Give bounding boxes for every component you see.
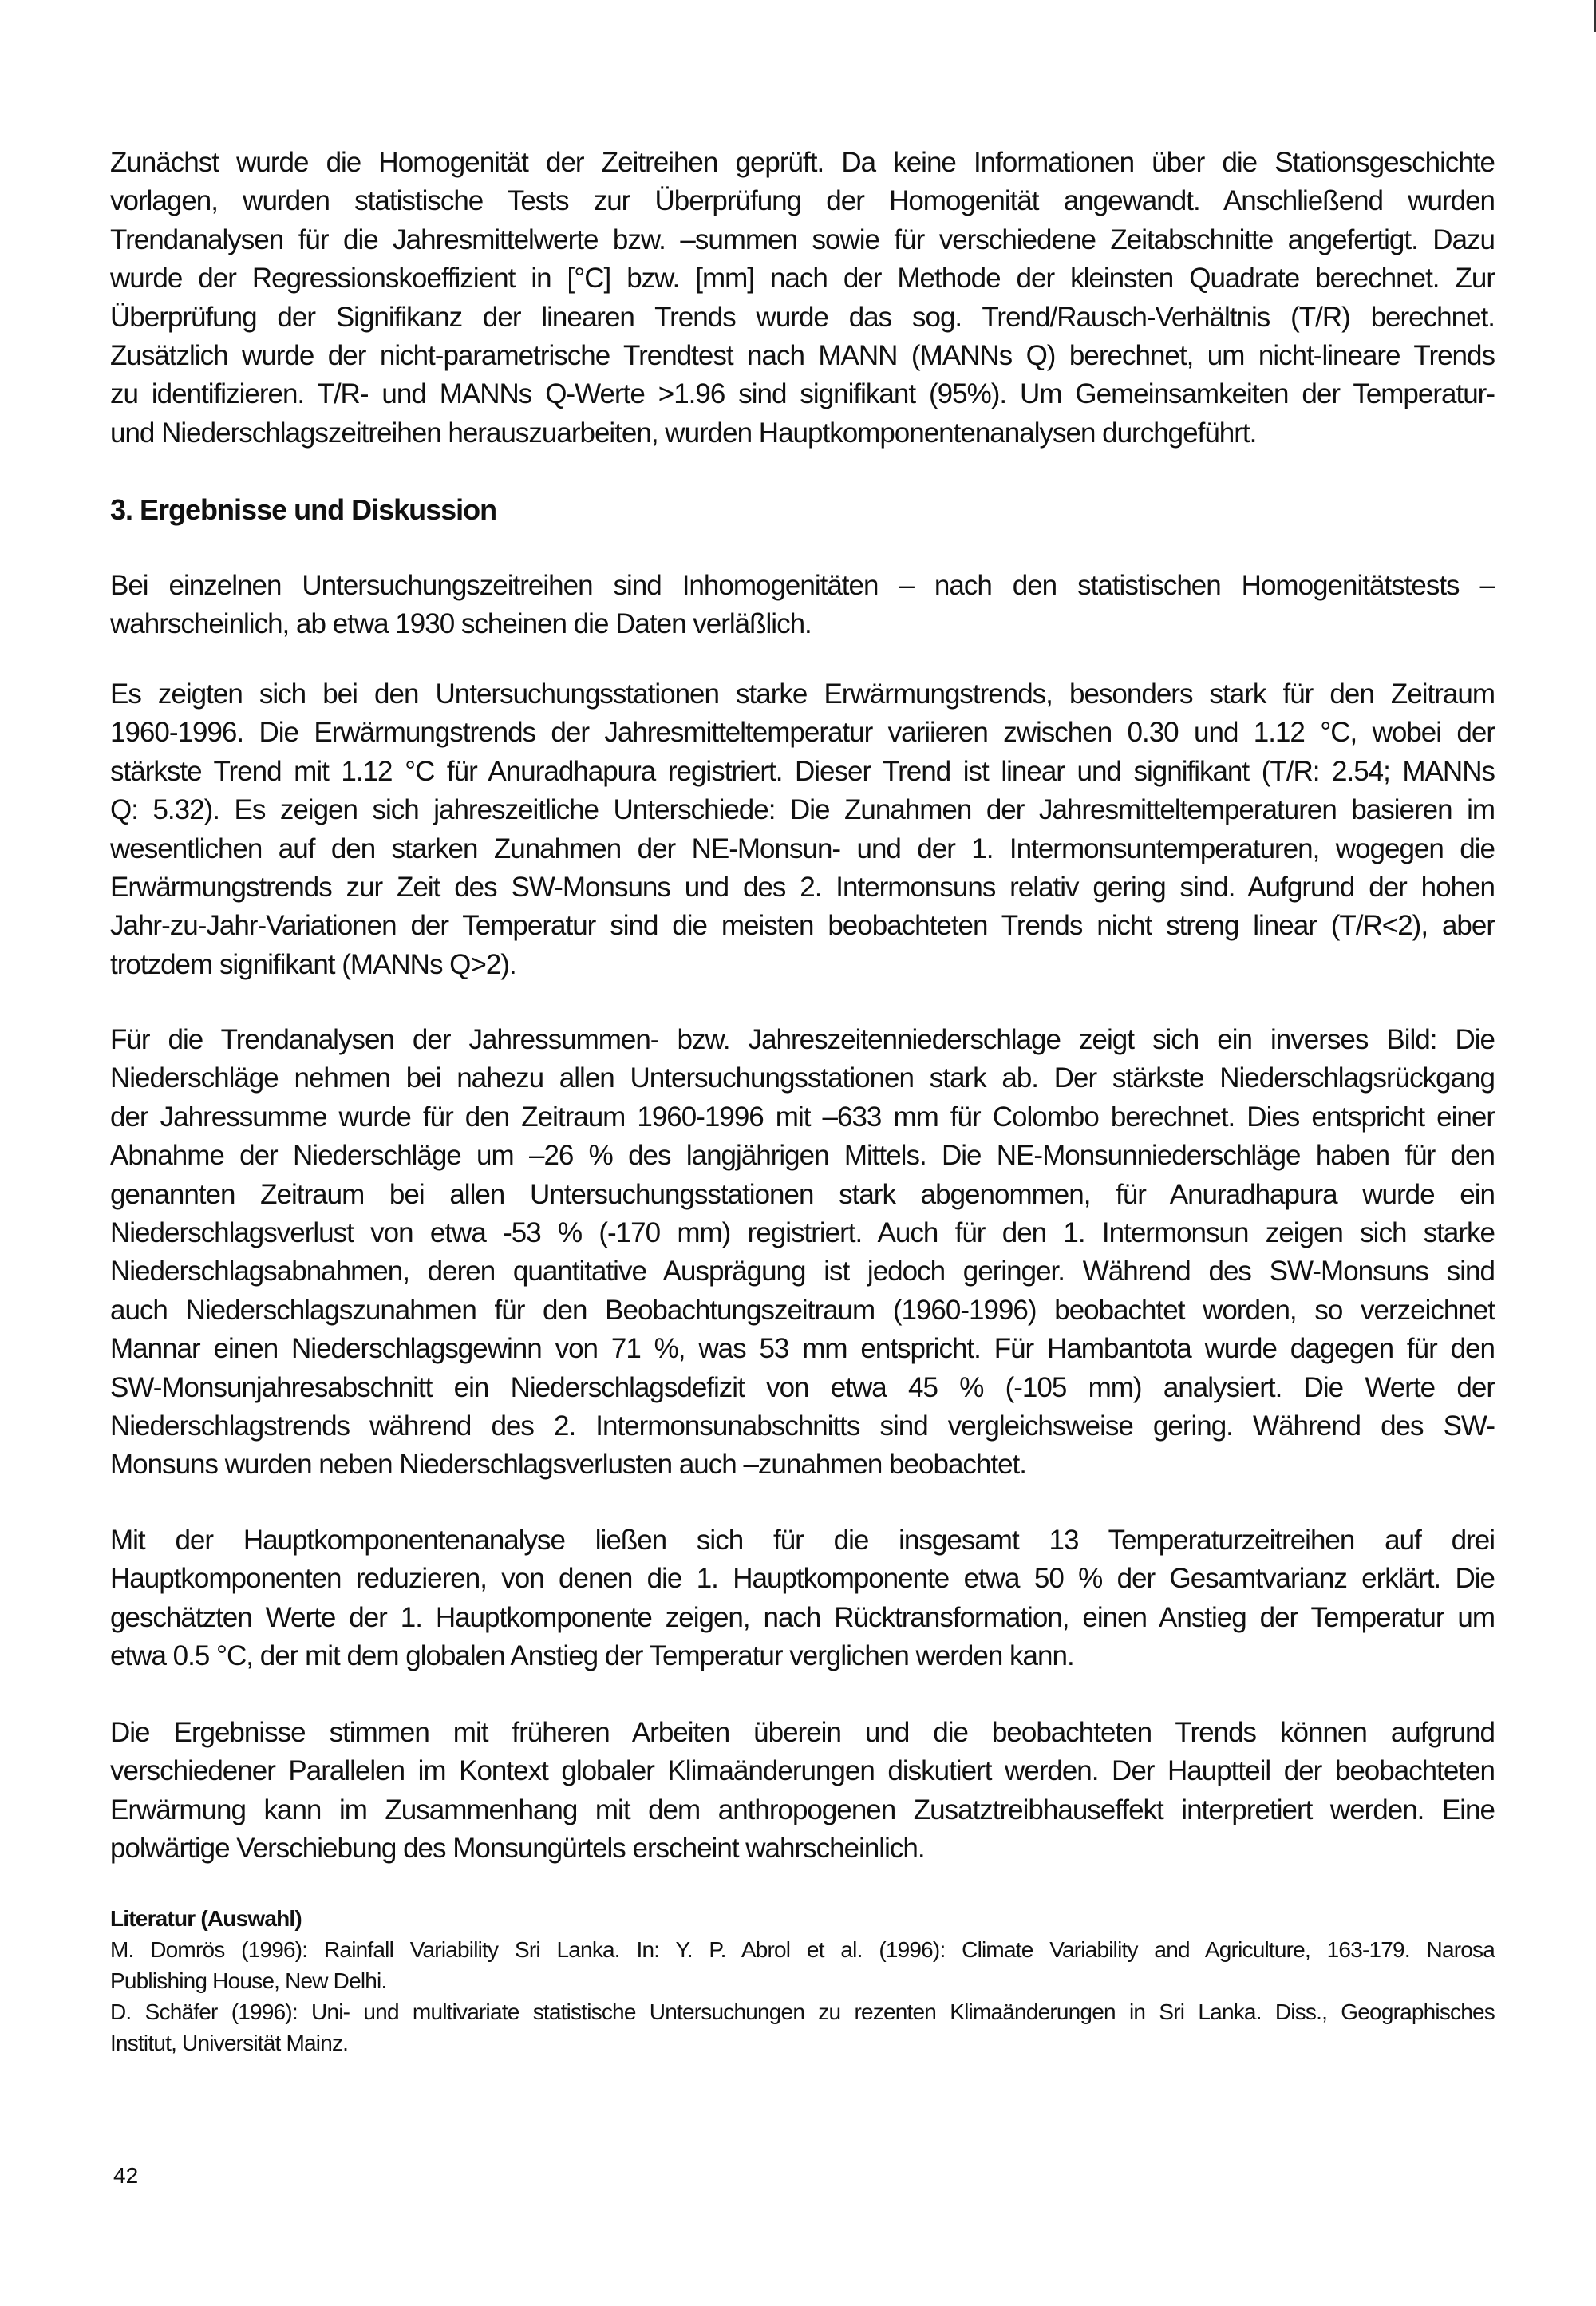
- section-heading: 3. Ergebnisse und Diskussion: [110, 493, 497, 526]
- text-line: Für die Trendanalysen der Jahressummen- bzw. Jahreszeitenniederschlage zeigt sich ein inverses Bild: Die: [110, 1024, 1495, 1055]
- text-line: trotzdem signifikant (MANNs Q>2).: [110, 948, 516, 980]
- text-line: Niederschlagsabnahmen, deren quantitative Ausprägung ist jedoch geringer. Während des SW-Monsuns sind: [110, 1256, 1495, 1287]
- text-line: Die Ergebnisse stimmen mit früheren Arbeiten überein und die beobachteten Trends können aufgrund: [110, 1717, 1495, 1748]
- text-line: Monsuns wurden neben Niederschlagsverlusten auch –zunahmen beobachtet.: [110, 1449, 1027, 1481]
- text-line: vorlagen, wurden statistische Tests zur Überprüfung der Homogenität angewandt. Anschließend wurden: [110, 185, 1495, 217]
- text-line: wesentlichen auf den starken Zunahmen der NE-Monsun- und der 1. Intermonsuntemperaturen, wogegen die: [110, 833, 1495, 864]
- text-line: wahrscheinlich, ab etwa 1930 scheinen die Daten verläßlich.: [110, 608, 812, 640]
- text-line: wurde der Regressionskoeffizient in [°C] bzw. [mm] nach der Methode der kleinsten Quadrate berechnet. Zur: [110, 263, 1495, 295]
- reference-line: M. Domrös (1996): Rainfall Variability Sri Lanka. In: Y. P. Abrol et al. (1996): Climate Variability and Agriculture, 163-179. Narosa: [110, 1937, 1495, 1962]
- text-line: geschätzten Werte der 1. Hauptkomponente zeigen, nach Rücktransformation, einen Anstieg der Temperatur um: [110, 1601, 1495, 1633]
- reference-line: D. Schäfer (1996): Uni- und multivariate statistische Untersuchungen zu rezenten Klimaänderungen in Sri Lanka. Diss., Geographisches: [110, 1999, 1495, 2024]
- paragraph-methods: [110, 144, 1495, 453]
- text-line: Hauptkomponenten reduzieren, von denen die 1. Hauptkomponente etwa 50 % der Gesamtvarianz erklärt. Die: [110, 1563, 1495, 1595]
- text-line: Zusätzlich wurde der nicht-parametrische Trendtest nach MANN (MANNs Q) berechnet, um nicht-lineare Trends: [110, 339, 1495, 371]
- text-line: SW-Monsunjahresabschnitt ein Niederschlagsdefizit von etwa 45 % (-105 mm) analysiert. Die Werte der: [110, 1371, 1495, 1403]
- text-line: Mit der Hauptkomponentenanalyse ließen sich für die insgesamt 13 Temperaturzeitreihen auf drei: [110, 1525, 1495, 1556]
- reference-line: Publishing House, New Delhi.: [110, 1968, 387, 1993]
- paragraph-conclusion: [110, 1714, 1495, 1869]
- text-line: Niederschläge nehmen bei nahezu allen Untersuchungsstationen stark ab. Der stärkste Niederschlagsrückgang: [110, 1062, 1495, 1094]
- paragraph-pca: [110, 1521, 1495, 1676]
- paragraph-precipitation-trends: [110, 1021, 1495, 1485]
- paragraph-homogeneity: [110, 567, 1495, 644]
- text-line: Mannar einen Niederschlagsgewinn von 71 %, was 53 mm entspricht. Für Hambantota wurde dagegen für den: [110, 1333, 1495, 1365]
- text-line: stärkste Trend mit 1.12 °C für Anuradhapura registriert. Dieser Trend ist linear und signifikant (T/R: 2.54; MANNs: [110, 755, 1495, 787]
- text-line: Niederschlagstrends während des 2. Intermonsunabschnitts sind vergleichsweise gering. Während des SW-: [110, 1410, 1495, 1442]
- text-line: zu identifizieren. T/R- und MANNs Q-Werte >1.96 sind signifikant (95%). Um Gemeinsamkeiten der Temperatur-: [110, 378, 1495, 410]
- text-line: der Jahressumme wurde für den Zeitraum 1960-1996 mit –633 mm für Colombo berechnet. Dies entspricht einer: [110, 1101, 1495, 1133]
- text-line: Niederschlagsverlust von etwa -53 % (-170 mm) registriert. Auch für den 1. Intermonsun zeigen sich starke: [110, 1216, 1495, 1248]
- text-line: Abnahme der Niederschläge um –26 % des langjährigen Mittels. Die NE-Monsunniederschläge haben für den: [110, 1140, 1495, 1172]
- text-line: verschiedener Parallelen im Kontext globaler Klimaänderungen diskutiert werden. Der Hauptteil der beobachteten: [110, 1755, 1495, 1787]
- text-line: Jahr-zu-Jahr-Variationen der Temperatur sind die meisten beobachteten Trends nicht streng linear (T/R<2), aber: [110, 910, 1495, 942]
- text-line: Erwärmungstrends zur Zeit des SW-Monsuns und des 2. Intermonsuns relativ gering sind. Aufgrund der hohen: [110, 871, 1495, 903]
- page-number: 42: [113, 2163, 139, 2188]
- text-line: Zunächst wurde die Homogenität der Zeitreihen geprüft. Da keine Informationen über die Stationsgeschichte: [110, 147, 1495, 178]
- text-line: genannten Zeitraum bei allen Untersuchungsstationen stark abgenommen, für Anuradhapura wurde ein: [110, 1178, 1495, 1210]
- text-line: 1960-1996. Die Erwärmungstrends der Jahresmitteltemperatur variieren zwischen 0.30 und 1.12 °C, wobei der: [110, 717, 1495, 749]
- text-line: Erwärmung kann im Zusammenhang mit dem anthropogenen Zusatztreibhauseffekt interpretiert werden. Eine: [110, 1794, 1495, 1825]
- text-line: Es zeigten sich bei den Untersuchungsstationen starke Erwärmungstrends, besonders stark für den Zeitraum: [110, 678, 1495, 710]
- text-line: etwa 0.5 °C, der mit dem globalen Anstieg der Temperatur verglichen werden kann.: [110, 1640, 1074, 1672]
- text-line: Überprüfung der Signifikanz der linearen Trends wurde das sog. Trend/Rausch-Verhältnis (T/R) berechnet.: [110, 301, 1495, 333]
- text-line: Q: 5.32). Es zeigen sich jahreszeitliche Unterschiede: Die Zunahmen der Jahresmitteltemperaturen basieren im: [110, 794, 1495, 826]
- text-line: polwärtige Verschiebung des Monsungürtels erscheint wahrscheinlich.: [110, 1833, 925, 1865]
- literature-section: [110, 1903, 1495, 2059]
- literature-heading: Literatur (Auswahl): [110, 1906, 302, 1931]
- text-line: und Niederschlagszeitreihen herauszuarbeiten, wurden Hauptkomponentenanalysen durchgeführt.: [110, 417, 1257, 449]
- text-line: auch Niederschlagszunahmen für den Beobachtungszeitraum (1960-1996) beobachtet worden, so verzeichnet: [110, 1294, 1495, 1326]
- text-line: Trendanalysen für die Jahresmittelwerte bzw. –summen sowie für verschiedene Zeitabschnitte angefertigt. Dazu: [110, 223, 1495, 255]
- reference-line: Institut, Universität Mainz.: [110, 2031, 349, 2055]
- paragraph-temperature-trends: [110, 675, 1495, 984]
- text-line: Bei einzelnen Untersuchungszeitreihen sind Inhomogenitäten – nach den statistischen Homogenitätstests –: [110, 570, 1495, 601]
